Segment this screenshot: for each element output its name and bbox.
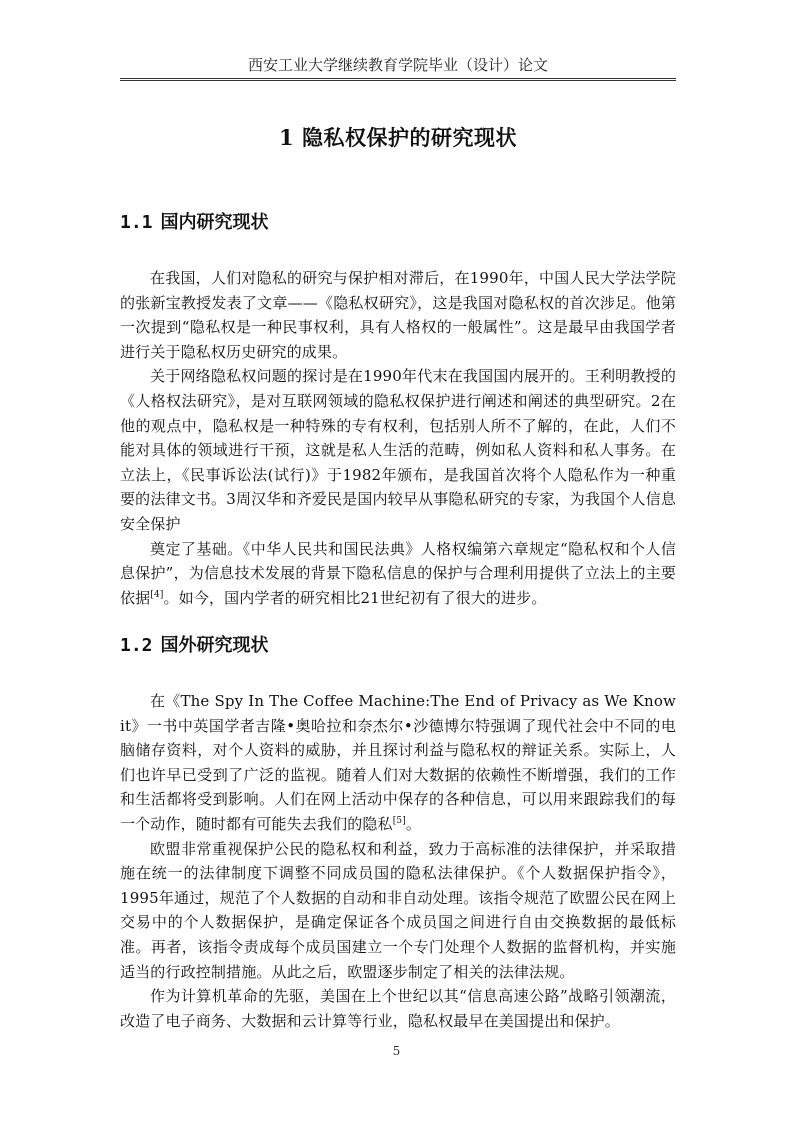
paragraph-text: 关于网络隐私权问题的探讨是在1990年代末在我国国内展开的。王利明教授的《人格权法研究》，是对互联网领域的隐私权保护进行阐述和阐述的典型研究。2在他的观点中，隐私权是一种特殊的专有权利，包括别人所不了解的，在此，人们不能对具体的领域进行干预，这就是私人生活的范畴，例如私人资料和私人事务。在立法上，《民事诉讼法(试行)》于1982年颁布，是我国首次将个人隐私作为一种重要的法律文书。3周汉华和齐爱民是国内较早从事隐私研究的专家，为我国个人信息安全保护 — [120, 367, 676, 533]
section-title-text: 国外研究现状 — [160, 635, 269, 656]
chapter-title: 1 隐私权保护的研究现状 — [279, 125, 517, 150]
citation-ref[interactable]: [5] — [392, 815, 406, 826]
paragraph-text: 欧盟非常重视保护公民的隐私权和利益，致力于高标准的法律保护，并采取措施在统一的法律制度下调整不同成员国的隐私法律保护。《个人数据保护指令》，1995年通过，规范了个人数据的自动和非自动处理。该指令规范了欧盟公民在网上交易中的个人数据保护，是确定保证各个成员国之间进行自由交换数据的最低标准。再者，该指令责成每个成员国建立一个专门处理个人数据的监督机构，并实施适当的行政控制措施。从此之后，欧盟逐步制定了相关的法律法规。 — [120, 839, 676, 981]
section-body-1-2 — [120, 689, 676, 1033]
section-number: 1.2 — [120, 635, 153, 656]
section-title-text: 国内研究现状 — [160, 212, 269, 233]
citation-ref[interactable]: [4] — [150, 589, 164, 600]
running-header: 西安工业大学继续教育学院毕业（设计）论文 — [247, 56, 548, 74]
paragraph-tail: 。 — [405, 814, 422, 833]
section-body-1-1 — [120, 266, 676, 610]
paragraph-text: 作为计算机革命的先驱，美国在上个世纪以其“信息高速公路”战略引领潮流，改造了电子商务、大数据和云计算等行业，隐私权最早在美国提出和保护。 — [120, 987, 676, 1030]
paragraph-text: 在《The Spy In The Coffee Machine:The End of Privacy as We Know it》一书中英国学者吉隆•奥哈拉和奈杰尔•沙德博尔特强调了现代社会中不同的电脑储存资料，对个人资料的威胁，并且探讨利益与隐私权的辩证关系。实际上，人们也许早已受到了广泛的监视。随着人们对大数据的依赖性不断增强，我们的工作和生活都将受到影响。人们在网上活动中保存的各种信息，可以用来跟踪我们的每一个动作，随时都有可能失去我们的隐私 — [120, 692, 676, 833]
paragraph-tail: 。如今，国内学者的研究相比21世纪初有了很大的进步。 — [163, 588, 547, 607]
paragraph — [120, 266, 676, 364]
paragraph — [120, 364, 676, 536]
paragraph — [120, 837, 676, 985]
paragraph — [120, 984, 676, 1033]
section-heading-1-2 — [120, 633, 269, 659]
section-number: 1.1 — [120, 212, 153, 233]
page-number: 5 — [392, 1044, 401, 1058]
paragraph — [120, 689, 676, 837]
paragraph — [120, 537, 676, 611]
header-rule — [120, 78, 676, 81]
paragraph-text: 在我国，人们对隐私的研究与保护相对滞后，在1990年，中国人民大学法学院的张新宝教授发表了文章——《隐私权研究》，这是我国对隐私权的首次涉足。他第一次提到“隐私权是一种民事权利，具有人格权的一般属性”。这是最早由我国学者进行关于隐私权历史研究的成果。 — [120, 269, 676, 361]
paragraph-text: 奠定了基础。《中华人民共和国民法典》人格权编第六章规定“隐私权和个人信息保护”，为信息技术发展的背景下隐私信息的保护与合理利用提供了立法上的主要依据 — [120, 539, 676, 607]
section-heading-1-1 — [120, 210, 269, 236]
